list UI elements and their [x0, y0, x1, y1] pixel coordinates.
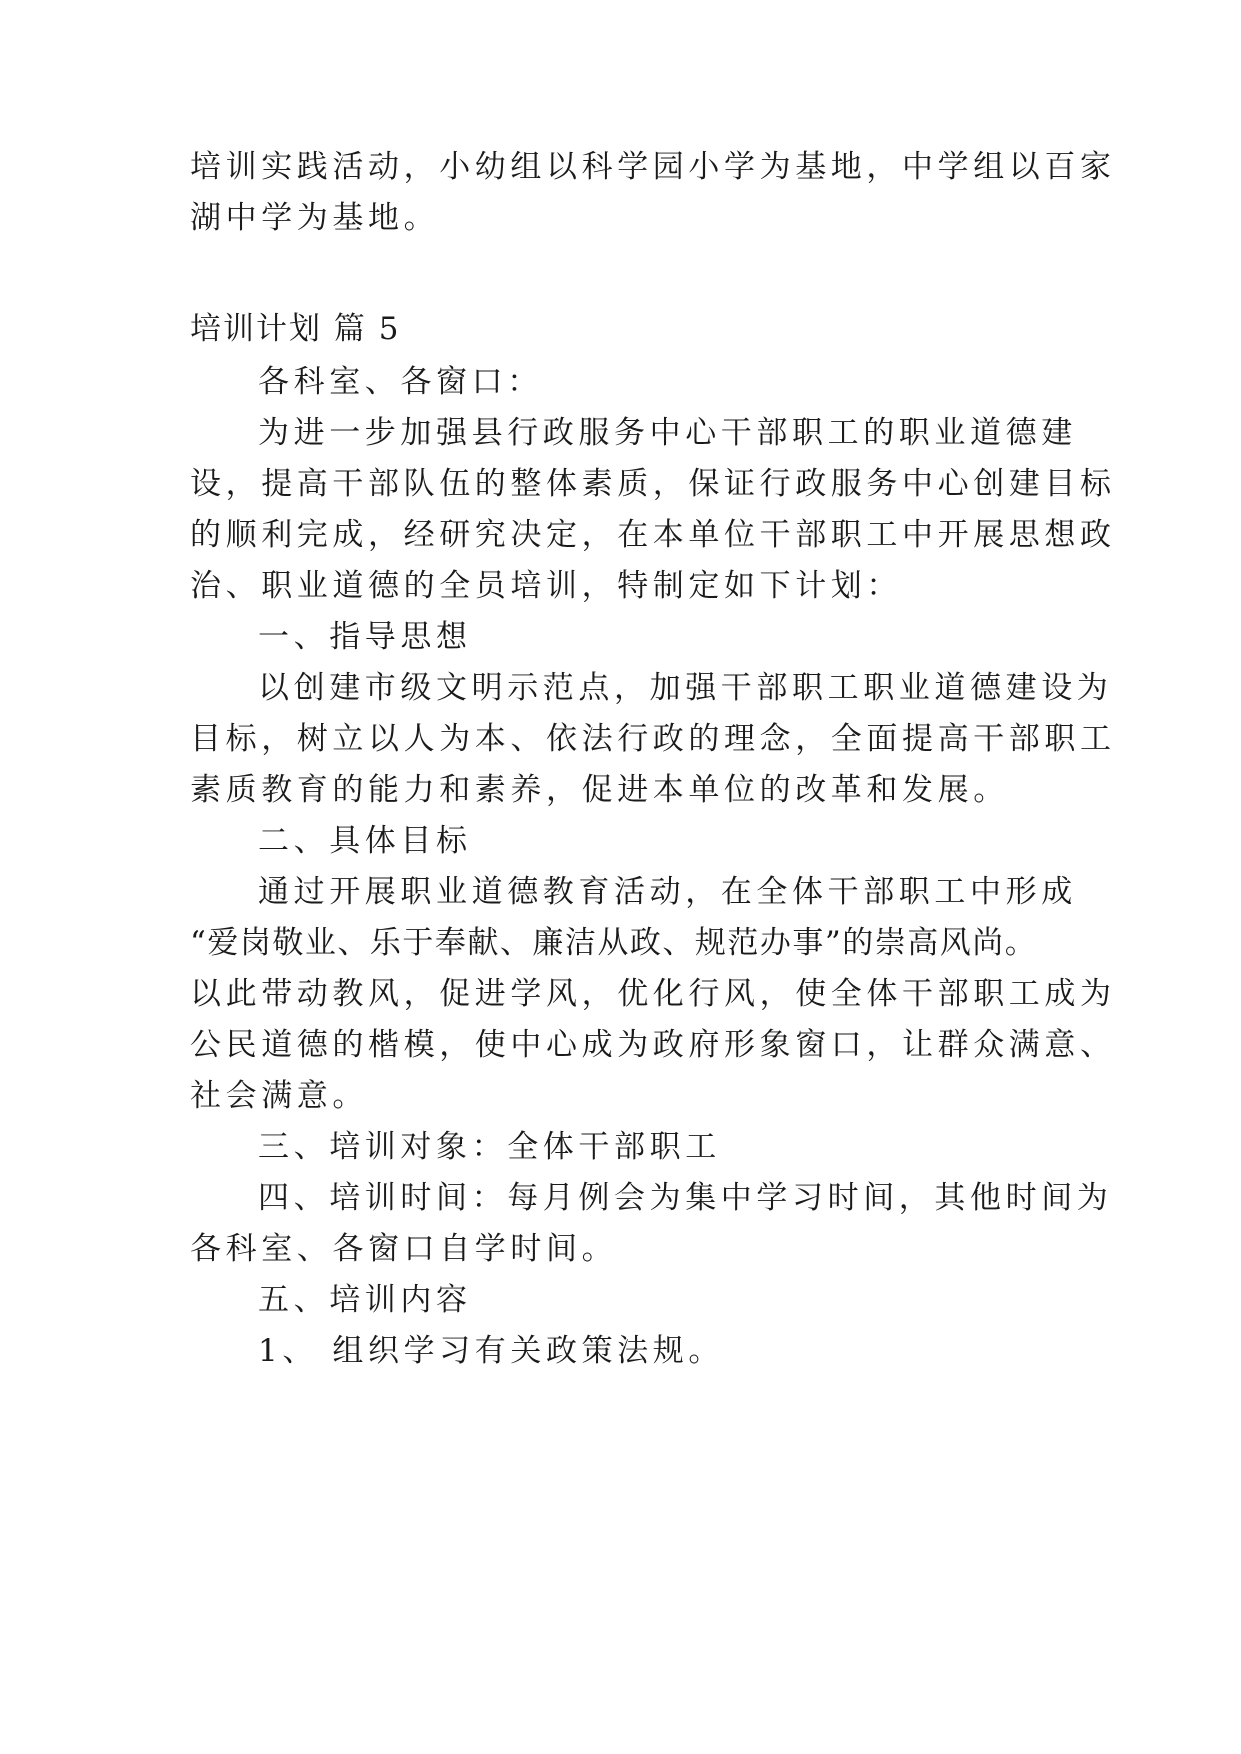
para-2-line-3: 以此带动教风，促进学风，优化行风，使全体干部职工成为 — [190, 976, 1116, 1012]
intro-line-1: 为进一步加强县行政服务中心干部职工的职业道德建 — [258, 415, 1077, 451]
intro-line-3: 的顺利完成，经研究决定，在本单位干部职工中开展思想政 — [190, 517, 1116, 553]
para-2-line-4: 公民道德的楷模，使中心成为政府形象窗口，让群众满意、 — [190, 1027, 1116, 1063]
content-item-1: 1、 组织学习有关政策法规。 — [258, 1333, 724, 1369]
intro-line-4: 治、职业道德的全员培训，特制定如下计划： — [190, 568, 902, 604]
heading-training-content: 五、培训内容 — [258, 1282, 472, 1318]
continuation-line-1: 培训实践活动，小幼组以科学园小学为基地，中学组以百家 — [190, 149, 1116, 185]
continuation-line-2: 湖中学为基地。 — [190, 200, 440, 236]
para-4-line-1: 四、培训时间：每月例会为集中学习时间，其他时间为 — [258, 1180, 1113, 1216]
salutation: 各科室、各窗口： — [258, 364, 543, 400]
heading-specific-goals: 二、具体目标 — [258, 823, 472, 859]
section-title: 培训计划 篇 5 — [190, 311, 401, 347]
para-2-line-2: “爱岗敬业、乐于奉献、廉洁从政、规范办事”的崇高风尚。 — [190, 925, 1038, 961]
para-1-line-3: 素质教育的能力和素养，促进本单位的改革和发展。 — [190, 772, 1009, 808]
para-4-line-2: 各科室、各窗口自学时间。 — [190, 1231, 618, 1267]
para-1-line-2: 目标，树立以人为本、依法行政的理念，全面提高干部职工 — [190, 721, 1116, 757]
para-2-line-1: 通过开展职业道德教育活动，在全体干部职工中形成 — [258, 874, 1077, 910]
intro-line-2: 设，提高干部队伍的整体素质，保证行政服务中心创建目标 — [190, 466, 1116, 502]
para-1-line-1: 以创建市级文明示范点，加强干部职工职业道德建设为 — [258, 670, 1113, 706]
para-2-line-5: 社会满意。 — [190, 1078, 368, 1114]
heading-training-target: 三、培训对象：全体干部职工 — [258, 1129, 721, 1165]
heading-guiding-thought: 一、指导思想 — [258, 619, 472, 655]
